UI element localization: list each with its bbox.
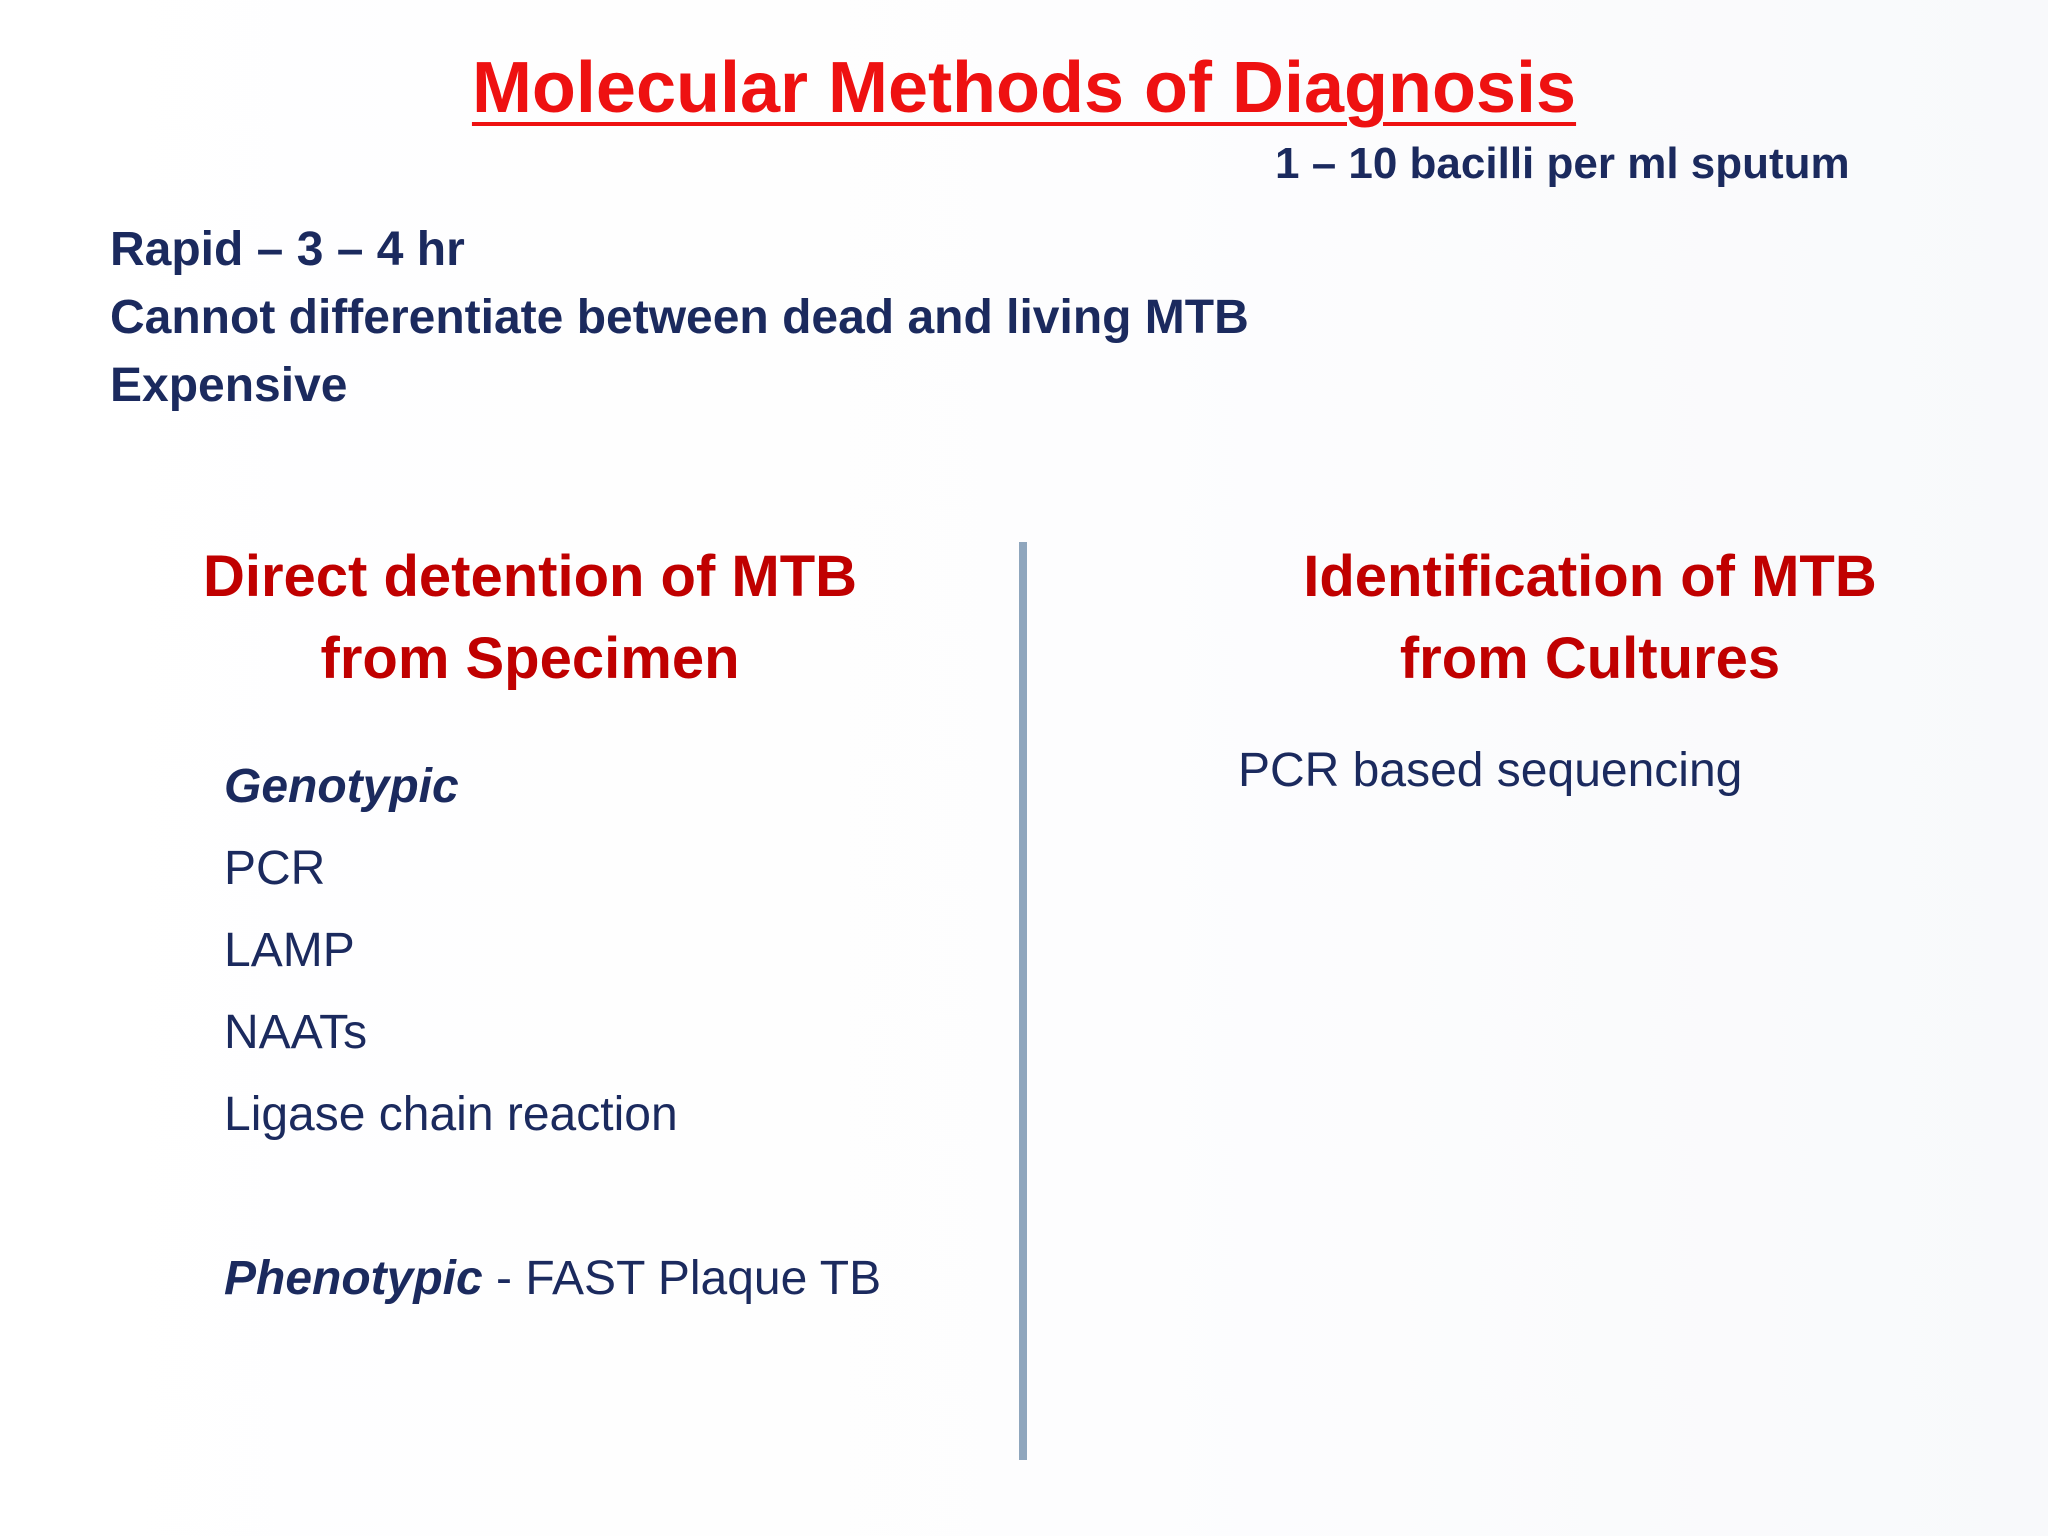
phenotypic-line [224,1238,881,1320]
method-item: PCR [224,842,326,895]
method-item: NAATs [224,1006,368,1059]
slide-title [0,44,2048,132]
column-divider [1019,542,1027,1460]
method-item: Ligase chain reaction [224,1088,678,1141]
genotypic-methods-list [224,746,678,1156]
method-item: LAMP [224,924,355,977]
phenotypic-method: - FAST Plaque TB [482,1252,882,1305]
key-point-expensive: Expensive [110,359,348,412]
key-point-differentiation: Cannot differentiate between dead and living MTB [110,291,1249,344]
right-heading-line2: from Cultures [1399,626,1781,691]
phenotypic-label: Phenotypic [224,1252,483,1305]
left-heading-line1: Direct detention of MTB [202,544,858,609]
key-points-list [110,216,1249,420]
slide-title-text: Molecular Methods of Diagnosis [471,48,1577,128]
right-column-heading [1160,536,2020,700]
key-point-rapid: Rapid – 3 – 4 hr [110,223,465,276]
sensitivity-note: 1 – 10 bacilli per ml sputum [1275,139,1850,188]
left-column-heading [110,536,950,700]
culture-method-item: PCR based sequencing [1238,744,1743,797]
right-heading-line1: Identification of MTB [1303,544,1877,609]
genotypic-label: Genotypic [224,760,459,813]
left-heading-line2: from Specimen [320,626,740,691]
